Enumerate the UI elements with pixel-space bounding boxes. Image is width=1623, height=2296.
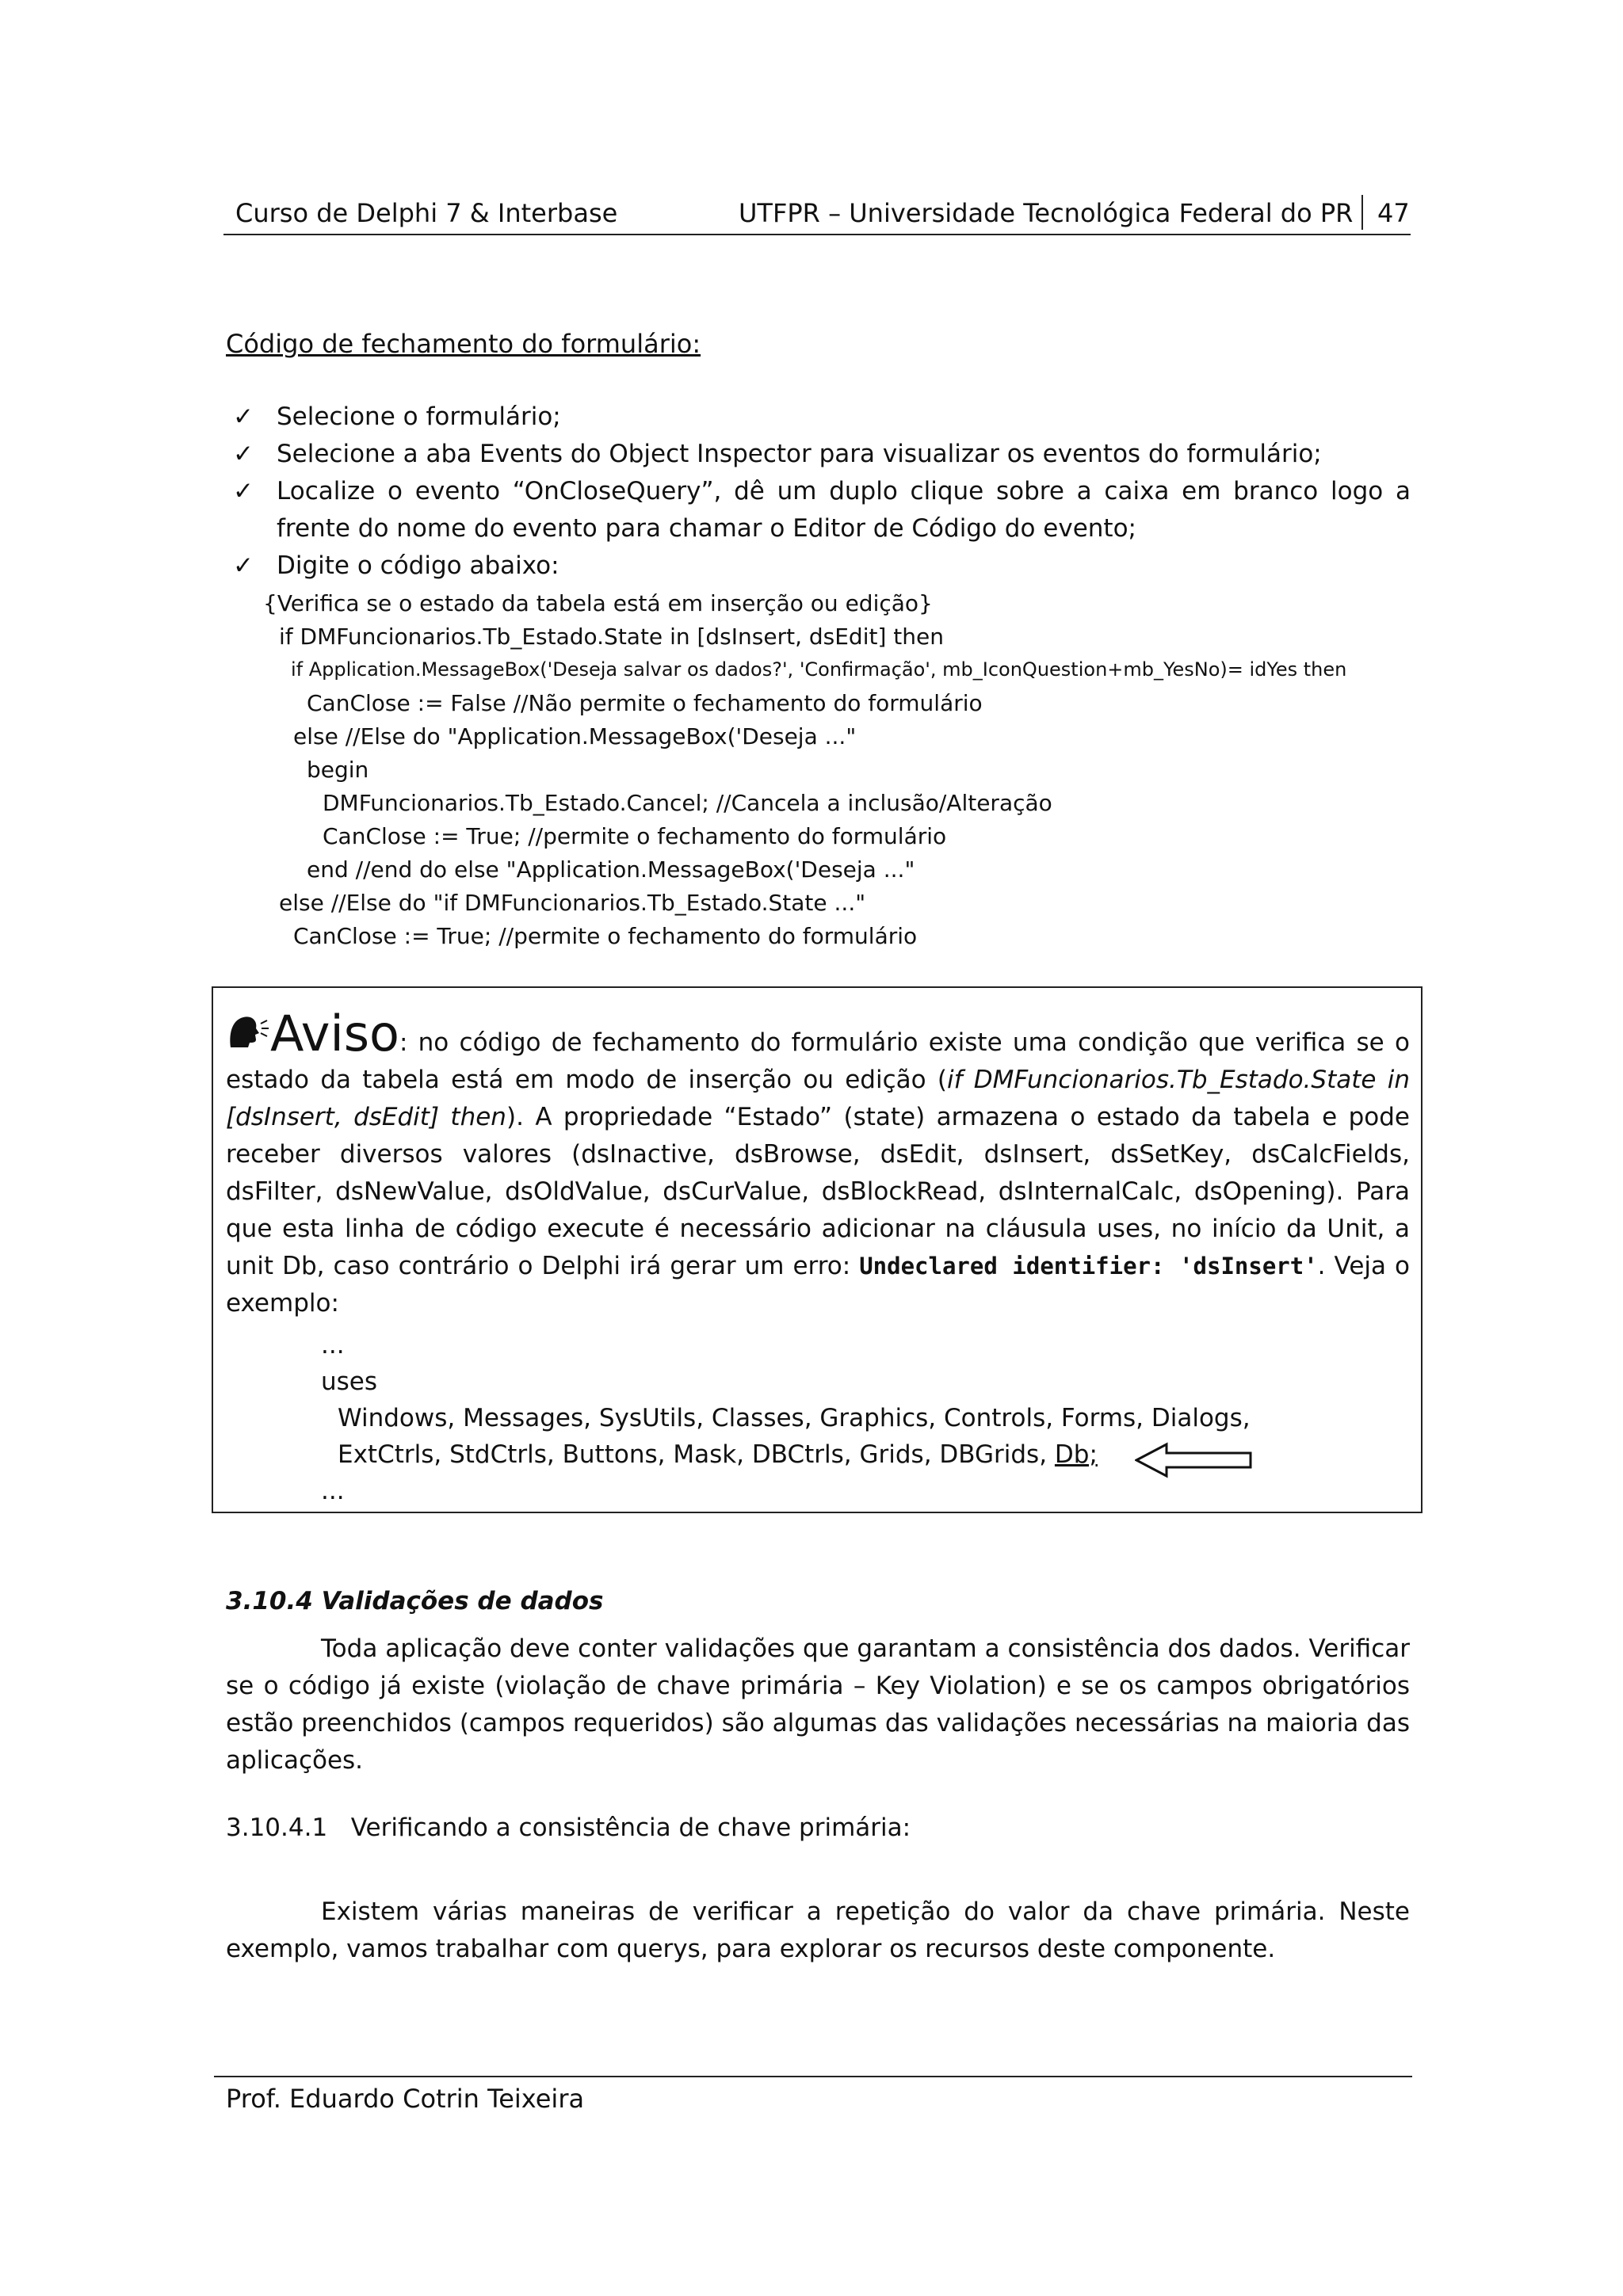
- code-line: if Application.MessageBox('Deseja salvar os dados?', 'Confirmação', mb_IconQuestion+mb_YesNo)= idYes then: [291, 658, 1347, 681]
- example-line2: ExtCtrls, StdCtrls, Buttons, Mask, DBCtrls, Grids, DBGrids, Db;: [338, 1440, 1098, 1469]
- code-line: CanClose := True; //permite o fechamento do formulário: [323, 823, 947, 849]
- list-item: ✓ Digite o código abaixo:: [231, 547, 1411, 585]
- footer-author: Prof. Eduardo Cotrin Teixeira: [226, 2084, 585, 2114]
- steps-list: [231, 399, 1411, 585]
- example-ellipsis-top: ...: [321, 1331, 345, 1360]
- code-line: end //end do else "Application.MessageBox('Deseja ...": [307, 856, 915, 883]
- section-heading-3-10-4-1: 3.10.4.1 Verificando a consistência de chave primária:: [226, 1814, 911, 1842]
- header-institution: UTFPR – Universidade Tecnológica Federal do PR: [739, 198, 1354, 228]
- header-course-title: Curso de Delphi 7 & Interbase: [235, 198, 618, 228]
- code-line: CanClose := False //Não permite o fechamento do formulário: [307, 690, 983, 716]
- page-number: 47: [1377, 198, 1410, 228]
- arrow-left-icon: [1135, 1442, 1254, 1478]
- checkmark-icon: ✓: [233, 477, 254, 505]
- code-line: CanClose := True; //permite o fechamento do formulário: [293, 923, 918, 949]
- aviso-error-text: Undeclared identifier: 'dsInsert': [859, 1253, 1318, 1280]
- checkmark-icon: ✓: [233, 551, 254, 580]
- code-line: {Verifica se o estado da tabela está em inserção ou edição}: [263, 590, 933, 616]
- header-rule: [223, 234, 1411, 235]
- list-item: ✓ Localize o evento “OnCloseQuery”, dê um duplo clique sobre a caixa em branco logo a frente do nome do evento para chamar o Editor de Código do evento;: [231, 473, 1411, 547]
- paragraph-validations: Toda aplicação deve conter validações que garantam a consistência dos dados. Verificar se o código já existe (violação de chave primária – Key Violation) e se os campos obrigatórios estão preenchidos (campos requeridos) são algumas das validações necessárias na maioria das aplicações.: [226, 1634, 1410, 1775]
- checkmark-icon: ✓: [233, 402, 254, 431]
- list-item: ✓ Selecione o formulário;: [231, 399, 1411, 436]
- code-line: else //Else do "Application.MessageBox('Deseja ...": [293, 723, 857, 749]
- paragraph-primary-key: Existem várias maneiras de verificar a repetição do valor da chave primária. Neste exemplo, vamos trabalhar com querys, para explorar os recursos deste componente.: [226, 1897, 1410, 1963]
- code-line: if DMFuncionarios.Tb_Estado.State in [dsInsert, dsEdit] then: [279, 624, 944, 650]
- code-line: DMFuncionarios.Tb_Estado.Cancel; //Cancela a inclusão/Alteração: [323, 790, 1052, 816]
- aviso-paragraph: Aviso: no código de fechamento do formulário existe uma condição que verifica se o estado da tabela está em modo de inserção ou edição (if DMFuncionarios.Tb_Estado.State in [dsInsert, dsEdit] then). A propriedade “Estado” (state) armazena o estado da tabela e pode receber diversos valores (dsInactive, dsBrowse, dsEdit, dsInsert, dsSetKey, dsCalcFields, dsFilter, dsNewValue, dsOldValue, dsCurValue, dsBlockRead, dsInternalCalc, dsOpening). Para que esta linha de código execute é necessário adicionar na cláusula uses, no início da Unit, a unit Db, caso contrário o Delphi irá gerar um erro: Undeclared identifier: 'dsInsert'. Veja o exemplo:: [226, 1005, 1411, 1318]
- example-line1: Windows, Messages, SysUtils, Classes, Graphics, Controls, Forms, Dialogs,: [338, 1404, 1251, 1432]
- header-separator: [1361, 195, 1363, 230]
- speaking-head-icon: [226, 1013, 270, 1058]
- section-heading-3-10-4: 3.10.4 Validações de dados: [226, 1587, 604, 1615]
- aviso-label: Aviso: [270, 1005, 399, 1062]
- example-db-highlight: Db;: [1054, 1440, 1098, 1469]
- checkmark-icon: ✓: [233, 440, 254, 468]
- code-line: else //Else do "if DMFuncionarios.Tb_Estado.State ...": [279, 890, 866, 916]
- footer-rule: [214, 2076, 1412, 2077]
- example-ellipsis-bottom: ...: [321, 1477, 345, 1505]
- section-title: Código de fechamento do formulário:: [226, 329, 701, 359]
- aviso-italic-code: if DMFuncionarios.Tb_Estado.State in [dsInsert, dsEdit] then: [226, 1066, 1410, 1131]
- list-item: ✓ Selecione a aba Events do Object Inspector para visualizar os eventos do formulário;: [231, 436, 1411, 473]
- example-uses: uses: [321, 1367, 378, 1396]
- code-line: begin: [307, 757, 369, 783]
